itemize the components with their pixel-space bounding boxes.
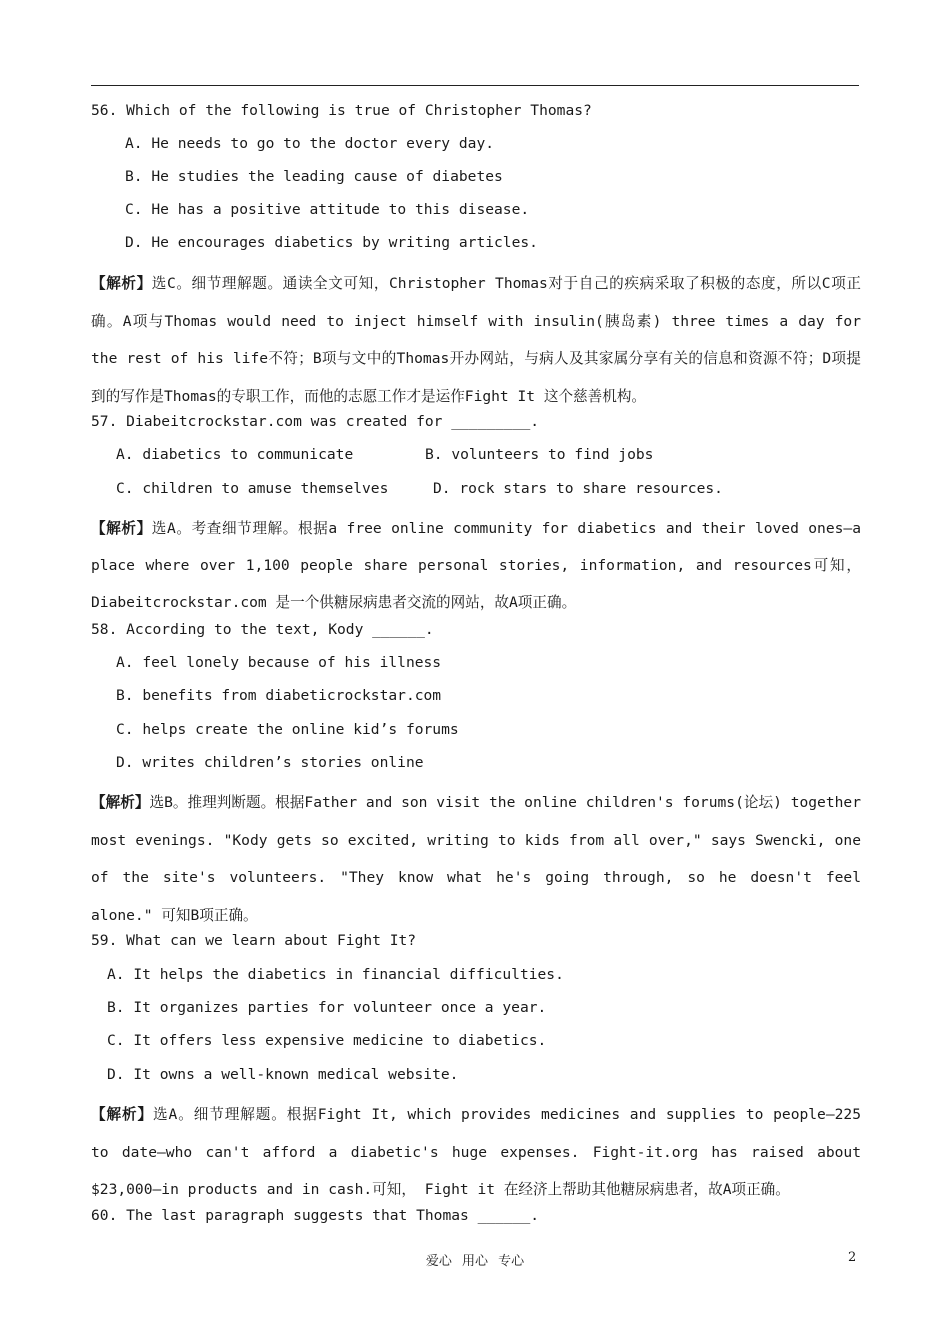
question-stem-57: 57. Diabeitcrockstar.com was created for _________.	[91, 413, 540, 430]
analysis-tag: 【解析】	[91, 275, 152, 292]
question-stem-56: 56. Which of the following is true of Christopher Thomas?	[91, 102, 592, 119]
explanation-text: 选A。考查细节理解。根据a free online community for diabetics and their loved ones—a place where over 1,100 people share personal stories, information, and resources可知，Diabeitcrockstar.com 是一个供糖尿病患者交流的网站，故A项正确。	[91, 520, 861, 611]
option-59-d: D. It owns a well-known medical website.	[107, 1066, 459, 1083]
explanation-text: 选A。细节理解题。根据Fight It, which provides medicines and supplies to people—225 to date—who can't afford a diabetic's huge expenses. Fight-it.org has raised about $23,000—in products and in cash.可知， Fight it 在经济上帮助其他糖尿病患者，故A项正确。	[91, 1106, 861, 1198]
option-59-c: C. It offers less expensive medicine to diabetics.	[107, 1032, 547, 1049]
option-59-a: A. It helps the diabetics in financial difficulties.	[107, 966, 564, 983]
explanation-56	[91, 265, 861, 415]
option-58-c: C. helps create the online kid’s forums	[116, 721, 459, 738]
explanation-58	[91, 784, 861, 934]
option-58-b: B. benefits from diabeticrockstar.com	[116, 687, 442, 704]
header-rule	[91, 85, 859, 86]
option-57-b: B. volunteers to find jobs	[425, 446, 654, 463]
option-57-d: D. rock stars to share resources.	[433, 480, 723, 497]
explanation-57	[91, 510, 861, 621]
explanation-text: 选B。推理判断题。根据Father and son visit the online children's forums(论坛) together most evenings. "Kody gets so excited, writing to kids from all over," says Swencki, one of the site's volunteers. "They know what he's going through, so he doesn't feel alone." 可知B项正确。	[91, 794, 861, 924]
analysis-tag: 【解析】	[91, 794, 150, 811]
option-56-b: B. He studies the leading cause of diabetes	[125, 168, 503, 185]
analysis-tag: 【解析】	[91, 1106, 154, 1123]
option-59-b: B. It organizes parties for volunteer once a year.	[107, 999, 547, 1016]
explanation-text: 选C。细节理解题。通读全文可知，Christopher Thomas对于自己的疾病采取了积极的态度，所以C项正确。A项与Thomas would need to inject himself with insulin(胰岛素) three times a day for the rest of his life不符；B项与文中的Thomas开办网站，与病人及其家属分享有关的信息和资源不符；D项提到的写作是Thomas的专职工作，而他的志愿工作才是运作Fight It 这个慈善机构。	[91, 275, 861, 405]
option-58-a: A. feel lonely because of his illness	[116, 654, 442, 671]
question-stem-58: 58. According to the text, Kody ______.	[91, 621, 434, 638]
analysis-tag: 【解析】	[91, 520, 152, 537]
question-stem-60: 60. The last paragraph suggests that Thomas ______.	[91, 1207, 540, 1224]
explanation-59	[91, 1096, 861, 1209]
option-58-d: D. writes children’s stories online	[116, 754, 424, 771]
page-number: 2	[848, 1250, 857, 1265]
option-56-d: D. He encourages diabetics by writing articles.	[125, 234, 538, 251]
footer-motto: 爱心 用心 专心	[425, 1254, 525, 1269]
option-57-a: A. diabetics to communicate	[116, 446, 354, 463]
option-57-c: C. children to amuse themselves	[116, 480, 389, 497]
option-56-a: A. He needs to go to the doctor every day.	[125, 135, 495, 152]
option-56-c: C. He has a positive attitude to this disease.	[125, 201, 530, 218]
question-stem-59: 59. What can we learn about Fight It?	[91, 932, 417, 949]
